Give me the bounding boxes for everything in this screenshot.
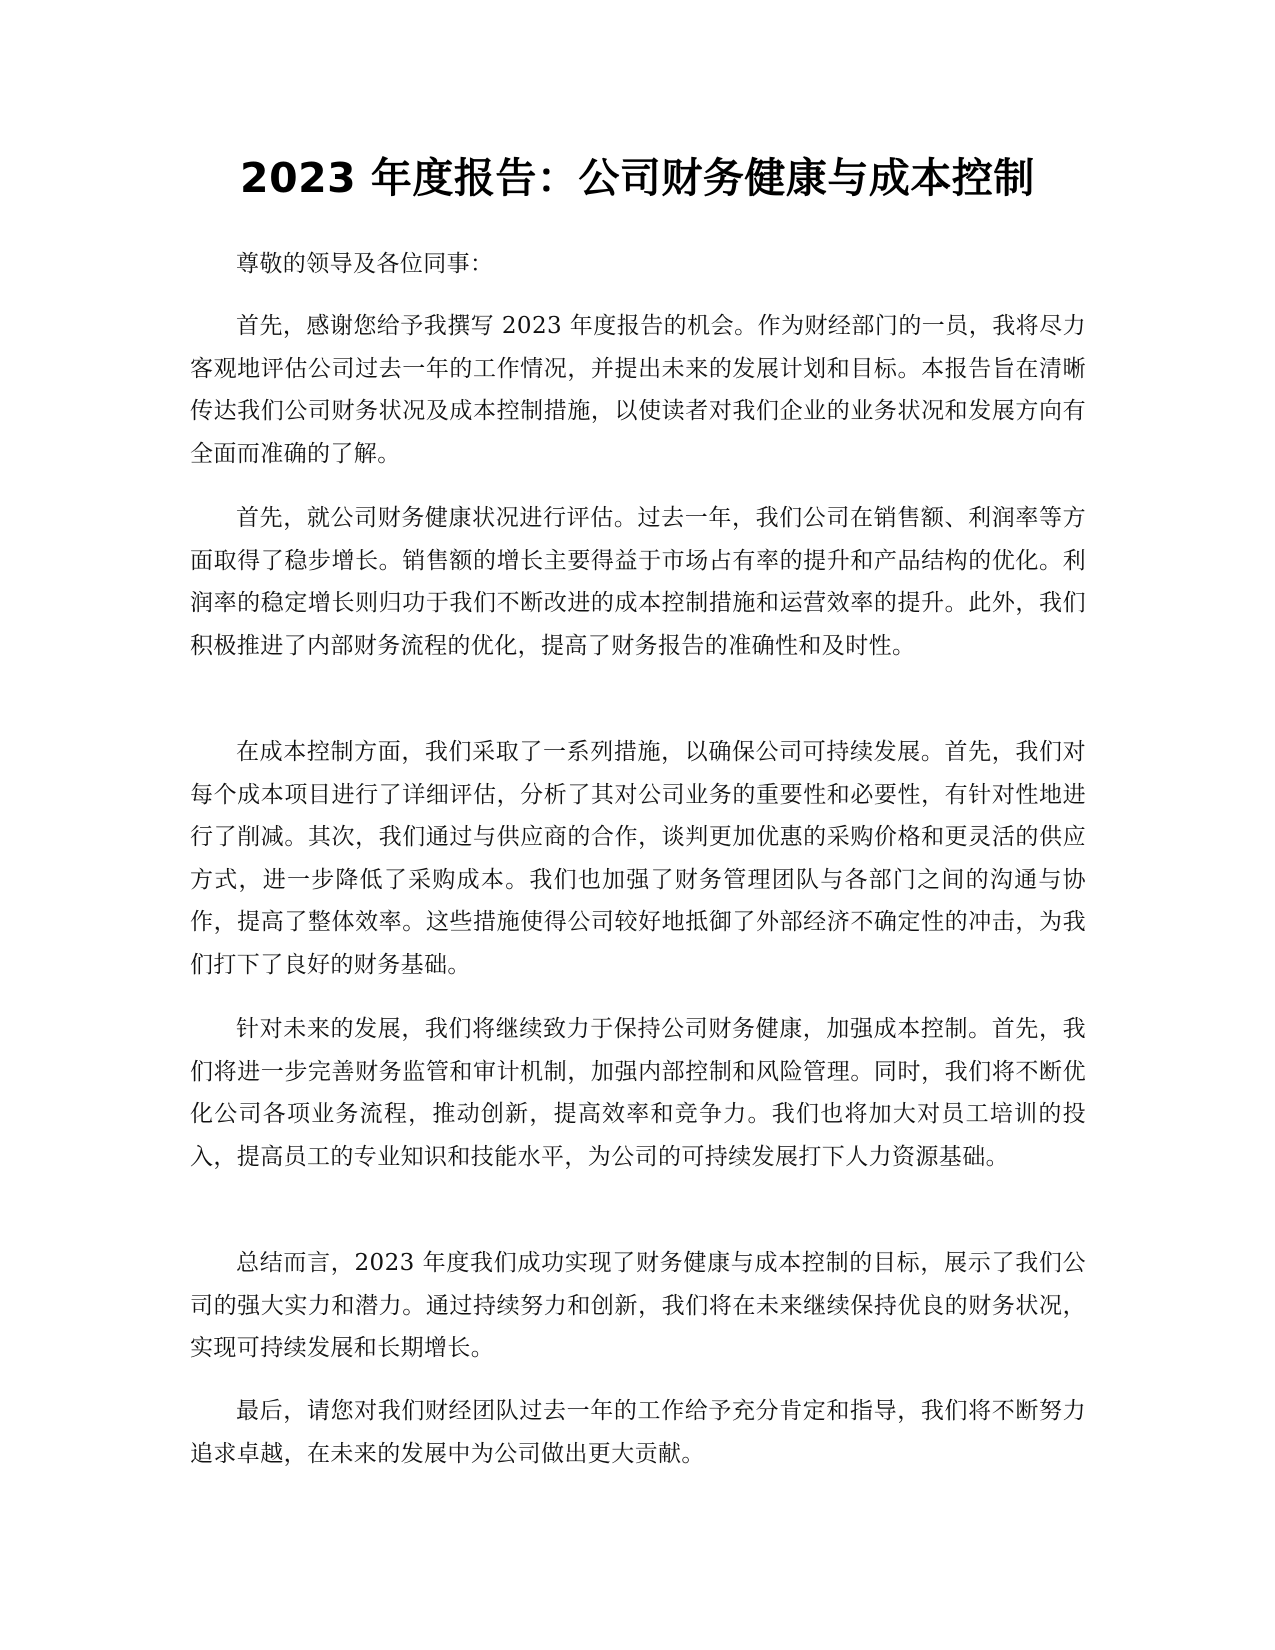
paragraph-cost-control: 在成本控制方面，我们采取了一系列措施，以确保公司可持续发展。首先，我们对每个成本项目进行了详细评估，分析了其对公司业务的重要性和必要性，有针对性地进行了削减。其次，我们通过与供应商的合作，谈判更加优惠的采购价格和更灵活的供应方式，进一步降低了采购成本。我们也加强了财务管理团队与各部门之间的沟通与协作，提高了整体效率。这些措施使得公司较好地抵御了外部经济不确定性的冲击，为我们打下了良好的财务基础。 (190, 739, 1086, 978)
paragraph-future-development: 针对未来的发展，我们将继续致力于保持公司财务健康，加强成本控制。首先，我们将进一步完善财务监管和审计机制，加强内部控制和风险管理。同时，我们将不断优化公司各项业务流程，推动创新，提高效率和竞争力。我们也将加大对员工培训的投入，提高员工的专业知识和技能水平，为公司的可持续发展打下人力资源基础。 (190, 1016, 1086, 1170)
paragraph-financial-health: 首先，就公司财务健康状况进行评估。过去一年，我们公司在销售额、利润率等方面取得了稳步增长。销售额的增长主要得益于市场占有率的提升和产品结构的优化。利润率的稳定增长则归功于我们不断改进的成本控制措施和运营效率的提升。此外，我们积极推进了内部财务流程的优化，提高了财务报告的准确性和及时性。 (190, 505, 1086, 659)
paragraph-intro: 首先，感谢您给予我撰写 2023 年度报告的机会。作为财经部门的一员，我将尽力客观地评估公司过去一年的工作情况，并提出未来的发展计划和目标。本报告旨在清晰传达我们公司财务状况及成本控制措施，以使读者对我们企业的业务状况和发展方向有全面而准确的了解。 (190, 313, 1086, 467)
document-title: 2023 年度报告：公司财务健康与成本控制 (240, 154, 1035, 202)
paragraph-summary: 总结而言，2023 年度我们成功实现了财务健康与成本控制的目标，展示了我们公司的强大实力和潜力。通过持续努力和创新，我们将在未来继续保持优良的财务状况，实现可持续发展和长期增长。 (190, 1250, 1086, 1362)
paragraph-closing: 最后，请您对我们财经团队过去一年的工作给予充分肯定和指导，我们将不断努力追求卓越，在未来的发展中为公司做出更大贡献。 (190, 1398, 1086, 1467)
salutation: 尊敬的领导及各位同事： (236, 251, 494, 277)
